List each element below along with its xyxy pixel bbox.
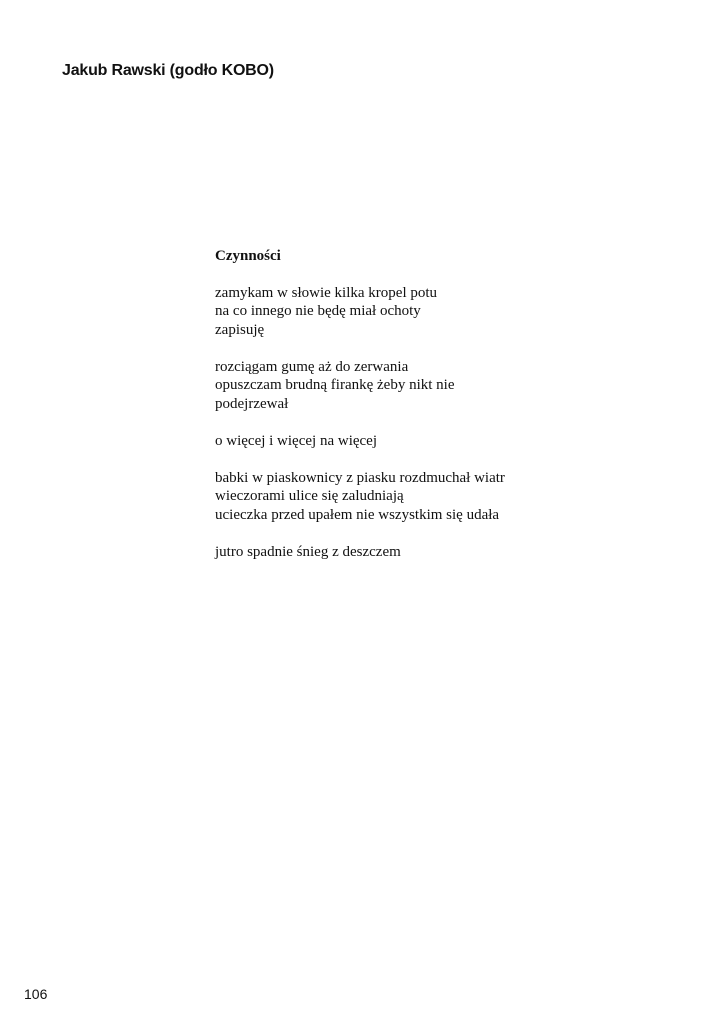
author-heading: Jakub Rawski (godło KOBO) xyxy=(62,62,274,79)
poem-line: opuszczam brudną firankę żeby nikt nie xyxy=(215,377,455,393)
poem-line: jutro spadnie śnieg z deszczem xyxy=(215,543,401,560)
poem-line: zapisuję xyxy=(215,321,265,338)
poem-line: na co innego nie będę miał ochoty xyxy=(215,303,421,319)
poem-line: ucieczka przed upałem nie wszystkim się udała xyxy=(215,506,500,523)
poem-line: rozciągam gumę aż do zerwania xyxy=(215,358,409,375)
page-number: 106 xyxy=(24,986,48,1002)
poem-line: wieczorami ulice się zaludniają xyxy=(215,488,404,504)
poem-line: o więcej i więcej na więcej xyxy=(215,432,377,449)
stanza xyxy=(215,469,505,525)
poem-line: babki w piaskownicy z piasku rozdmuchał wiatr xyxy=(215,469,505,486)
poem-title: Czynności xyxy=(215,248,281,264)
poem-line: zamykam w słowie kilka kropel potu xyxy=(215,284,438,301)
stanza xyxy=(215,358,505,414)
poem xyxy=(215,247,505,580)
stanza xyxy=(215,543,505,562)
stanza xyxy=(215,284,505,340)
poem-line: podejrzewał xyxy=(215,395,289,412)
stanza xyxy=(215,432,505,451)
